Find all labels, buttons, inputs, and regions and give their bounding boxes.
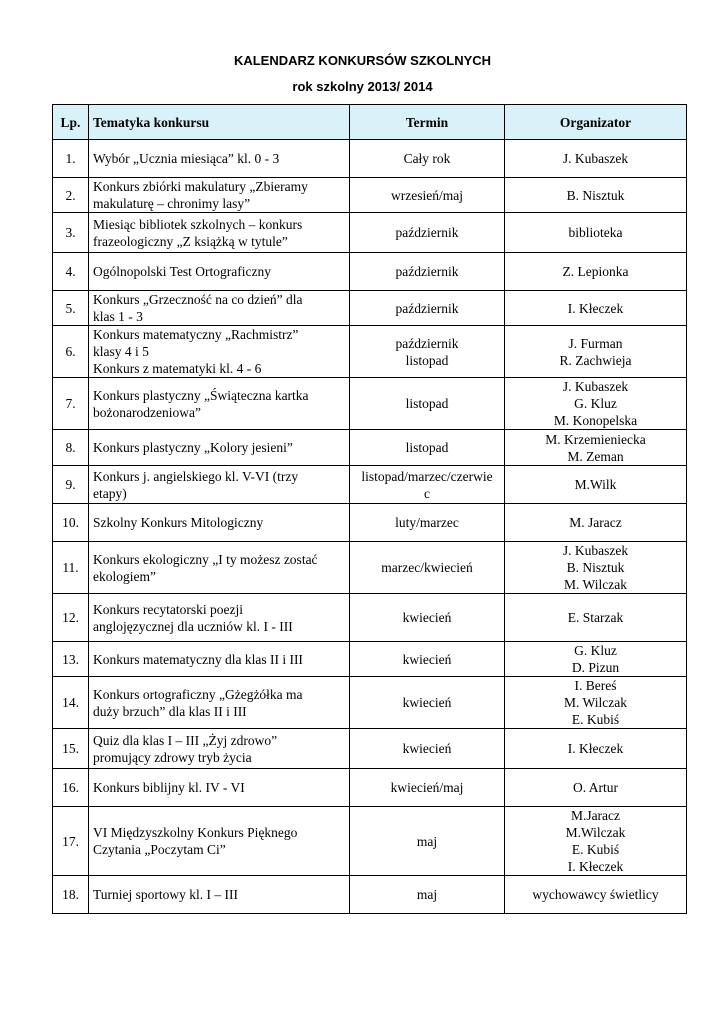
table-row — [53, 466, 687, 504]
contest-organizer-cell — [505, 677, 687, 729]
table-row — [53, 326, 687, 378]
row-number-cell: 5. — [53, 291, 89, 326]
contest-topic-cell — [89, 430, 350, 466]
contest-organizer-line: I. Kłeczek — [567, 300, 624, 316]
contest-topic-cell — [89, 466, 350, 504]
contest-term-line: październik — [395, 300, 459, 316]
contest-organizer-line: M.Wilk — [574, 477, 617, 492]
contest-term-line: kwiecień — [402, 741, 452, 756]
contest-organizer-line: M. Zeman — [567, 448, 624, 464]
contest-term-cell — [350, 807, 505, 876]
contest-term-cell — [350, 677, 505, 729]
contest-organizer-cell — [505, 729, 687, 769]
contest-organizer-line: J. Furman — [568, 335, 623, 351]
contest-topic-cell — [89, 876, 350, 914]
contest-topic-cell — [89, 504, 350, 542]
contest-organizer-line: wychowawcy świetlicy — [532, 887, 659, 902]
contest-organizer-cell — [505, 542, 687, 594]
contest-term-cell — [350, 253, 505, 291]
contest-organizer-line: J. Kubaszek — [562, 379, 629, 394]
contest-organizer-line: E. Kubiś — [571, 842, 620, 857]
contest-topic-line: Wybór „Ucznia miesiąca” kl. 0 - 3 — [93, 151, 280, 166]
contest-organizer-cell — [505, 769, 687, 807]
column-header-topic: Tematyka konkursu — [89, 105, 350, 140]
contest-organizer-cell — [505, 140, 687, 178]
contest-organizer-cell — [505, 326, 687, 378]
contest-organizer-line: biblioteka — [568, 225, 623, 240]
contest-topic-cell — [89, 729, 350, 769]
contest-organizer-line: I. Kłeczek — [567, 741, 624, 756]
contest-organizer-cell — [505, 642, 687, 677]
contest-term-line: Cały rok — [403, 151, 451, 166]
contest-topic-line: ekologiem” — [93, 568, 156, 584]
row-number-cell: 16. — [53, 769, 89, 807]
contest-term-cell — [350, 769, 505, 807]
contest-topic-line: frazeologiczny „Z książką w tytule” — [93, 233, 288, 249]
row-number-cell: 10. — [53, 504, 89, 542]
contest-topic-cell — [89, 769, 350, 807]
table-row — [53, 291, 687, 326]
contest-organizer-line: M. Jaracz — [569, 515, 622, 530]
contest-organizer-cell — [505, 178, 687, 213]
contest-topic-line: VI Międzyszkolny Konkurs Pięknego — [93, 825, 298, 840]
table-row — [53, 140, 687, 178]
contest-topic-cell — [89, 807, 350, 876]
contest-topic-line: Konkurs z matematyki kl. 4 - 6 — [93, 361, 262, 376]
contest-organizer-cell — [505, 291, 687, 326]
contest-organizer-line: B. Nisztuk — [566, 187, 625, 203]
contest-organizer-cell — [505, 378, 687, 430]
contest-organizer-line: R. Zachwieja — [559, 352, 632, 368]
contest-term-line: c — [424, 485, 430, 501]
contest-organizer-cell — [505, 504, 687, 542]
contest-topic-line: Konkurs plastyczny „Kolory jesieni” — [93, 440, 293, 455]
contest-topic-cell — [89, 140, 350, 178]
contest-term-cell — [350, 430, 505, 466]
contest-term-cell — [350, 140, 505, 178]
row-number-cell: 18. — [53, 876, 89, 914]
contest-topic-line: Quiz dla klas I – III „Żyj zdrowo” — [93, 732, 278, 748]
contest-term-line: maj — [416, 887, 438, 902]
column-header-number: Lp. — [53, 105, 89, 140]
contest-calendar-table — [52, 104, 687, 914]
row-number-cell: 8. — [53, 430, 89, 466]
contest-topic-cell — [89, 677, 350, 729]
contest-organizer-line: M. Wilczak — [564, 695, 627, 710]
contest-topic-line: Konkurs recytatorski poezji — [93, 601, 243, 617]
table-row — [53, 213, 687, 253]
row-number-cell: 13. — [53, 642, 89, 677]
contest-topic-line: Konkurs j. angielskiego kl. V-VI (trzy — [93, 468, 299, 484]
contest-term-cell — [350, 466, 505, 504]
table-row — [53, 677, 687, 729]
contest-term-line: listopad — [405, 352, 449, 368]
table-row — [53, 642, 687, 677]
contest-topic-cell — [89, 291, 350, 326]
contest-organizer-cell — [505, 594, 687, 642]
contest-organizer-cell — [505, 213, 687, 253]
contest-term-line: kwiecień — [402, 651, 452, 667]
contest-organizer-line: Z. Lepionka — [562, 264, 629, 279]
contest-organizer-line: J. Kubaszek — [562, 543, 629, 558]
row-number-cell: 1. — [53, 140, 89, 178]
table-row — [53, 178, 687, 213]
contest-organizer-cell — [505, 466, 687, 504]
row-number-cell: 9. — [53, 466, 89, 504]
contest-term-cell — [350, 729, 505, 769]
contest-topic-line: anglojęzycznej dla uczniów kl. I - III — [93, 618, 293, 634]
column-header-term: Termin — [350, 105, 505, 140]
contest-organizer-line: G. Kluz — [574, 643, 617, 658]
table-row — [53, 769, 687, 807]
contest-organizer-line: I. Kłeczek — [567, 859, 624, 874]
contest-topic-line: Konkurs plastyczny „Świąteczna kartka — [93, 387, 309, 403]
contest-topic-line: Konkurs zbiórki makulatury „Zbieramy — [93, 179, 308, 194]
row-number-cell: 17. — [53, 807, 89, 876]
contest-term-line: kwiecień/maj — [390, 780, 464, 795]
table-row — [53, 876, 687, 914]
document-title: KALENDARZ KONKURSÓW SZKOLNYCH — [233, 53, 492, 68]
row-number-cell: 12. — [53, 594, 89, 642]
contest-topic-cell — [89, 253, 350, 291]
contest-topic-line: Czytania „Poczytam Ci” — [93, 842, 226, 857]
contest-organizer-line: D. Pizun — [571, 660, 620, 675]
row-number-cell: 11. — [53, 542, 89, 594]
contest-topic-line: Konkurs ekologiczny „I ty możesz zostać — [93, 551, 318, 567]
contest-term-line: maj — [416, 833, 438, 849]
row-number-cell: 14. — [53, 677, 89, 729]
row-number-cell: 4. — [53, 253, 89, 291]
row-number-cell: 2. — [53, 178, 89, 213]
contest-term-line: wrzesień/maj — [391, 187, 463, 203]
table-row — [53, 430, 687, 466]
contest-term-cell — [350, 178, 505, 213]
contest-organizer-cell — [505, 253, 687, 291]
contest-organizer-line: B. Nisztuk — [566, 560, 625, 575]
contest-term-cell — [350, 326, 505, 378]
contest-term-line: luty/marzec — [395, 515, 459, 530]
contest-term-cell — [350, 594, 505, 642]
contest-organizer-line: I. Bereś — [574, 678, 617, 693]
row-number-cell: 7. — [53, 378, 89, 430]
row-number-cell: 15. — [53, 729, 89, 769]
contest-topic-cell — [89, 642, 350, 677]
contest-topic-line: etapy) — [93, 485, 127, 501]
contest-organizer-line: M. Konopelska — [553, 413, 638, 428]
contest-organizer-line: G. Kluz — [574, 396, 617, 411]
contest-topic-cell — [89, 594, 350, 642]
contest-term-line: październik — [395, 264, 459, 279]
contest-term-line: październik — [395, 335, 459, 351]
contest-topic-line: Konkurs matematyczny „Rachmistrz” — [93, 327, 299, 342]
contest-topic-cell — [89, 178, 350, 213]
contest-topic-line: Konkurs „Grzeczność na co dzień” dla — [93, 292, 303, 307]
contest-term-line: kwiecień — [402, 610, 452, 625]
table-row — [53, 542, 687, 594]
row-number-cell: 3. — [53, 213, 89, 253]
contest-topic-line: Konkurs biblijny kl. IV - VI — [93, 780, 245, 795]
contest-topic-line: Ogólnopolski Test Ortograficzny — [93, 264, 272, 279]
table-row — [53, 594, 687, 642]
row-number-cell: 6. — [53, 326, 89, 378]
contest-topic-line: bożonarodzeniowa” — [93, 404, 201, 420]
contest-term-cell — [350, 642, 505, 677]
contest-organizer-cell — [505, 807, 687, 876]
contest-organizer-line: M. Krzemieniecka — [545, 431, 646, 447]
contest-organizer-line: E. Starzak — [567, 610, 624, 625]
contest-term-line: październik — [395, 225, 459, 240]
contest-term-cell — [350, 291, 505, 326]
contest-topic-cell — [89, 542, 350, 594]
contest-topic-line: duży brzuch” dla klas II i III — [93, 703, 247, 719]
contest-topic-line: Konkurs matematyczny dla klas II i III — [93, 651, 303, 667]
contest-topic-cell — [89, 213, 350, 253]
column-header-organizer: Organizator — [505, 105, 687, 140]
contest-term-cell — [350, 378, 505, 430]
contest-topic-line: Szkolny Konkurs Mitologiczny — [93, 515, 264, 530]
table-row — [53, 807, 687, 876]
contest-topic-line: promujący zdrowy tryb życia — [93, 749, 252, 765]
contest-organizer-line: O. Artur — [573, 780, 618, 795]
contest-term-line: listopad — [405, 440, 449, 455]
table-body — [53, 140, 687, 914]
contest-term-line: listopad — [405, 396, 449, 411]
contest-organizer-cell — [505, 430, 687, 466]
document-subtitle: rok szkolny 2013/ 2014 — [292, 79, 433, 94]
contest-topic-line: Konkurs ortograficzny „Gżegżółka ma — [93, 686, 303, 702]
contest-term-line: listopad/marzec/czerwie — [361, 468, 493, 484]
contest-term-cell — [350, 213, 505, 253]
table-row — [53, 504, 687, 542]
contest-topic-line: makulaturę – chronimy lasy” — [93, 196, 251, 211]
contest-term-cell — [350, 542, 505, 594]
contest-organizer-cell — [505, 876, 687, 914]
contest-term-line: marzec/kwiecień — [381, 560, 473, 575]
contest-topic-line: klasy 4 i 5 — [93, 344, 149, 359]
contest-topic-line: Turniej sportowy kl. I – III — [93, 887, 238, 902]
table-row — [53, 729, 687, 769]
contest-topic-line: klas 1 - 3 — [93, 309, 143, 324]
contest-organizer-line: M.Wilczak — [565, 825, 626, 840]
contest-organizer-line: M.Jaracz — [570, 808, 621, 823]
contest-term-cell — [350, 504, 505, 542]
contest-organizer-line: M. Wilczak — [564, 577, 627, 592]
table-header-row — [53, 105, 687, 140]
contest-topic-cell — [89, 326, 350, 378]
contest-organizer-line: E. Kubiś — [571, 712, 620, 727]
table-row — [53, 378, 687, 430]
contest-topic-cell — [89, 378, 350, 430]
contest-topic-line: Miesiąc bibliotek szkolnych – konkurs — [93, 216, 303, 232]
contest-term-line: kwiecień — [402, 695, 452, 710]
contest-organizer-line: J. Kubaszek — [562, 151, 629, 166]
table-row — [53, 253, 687, 291]
contest-term-cell — [350, 876, 505, 914]
